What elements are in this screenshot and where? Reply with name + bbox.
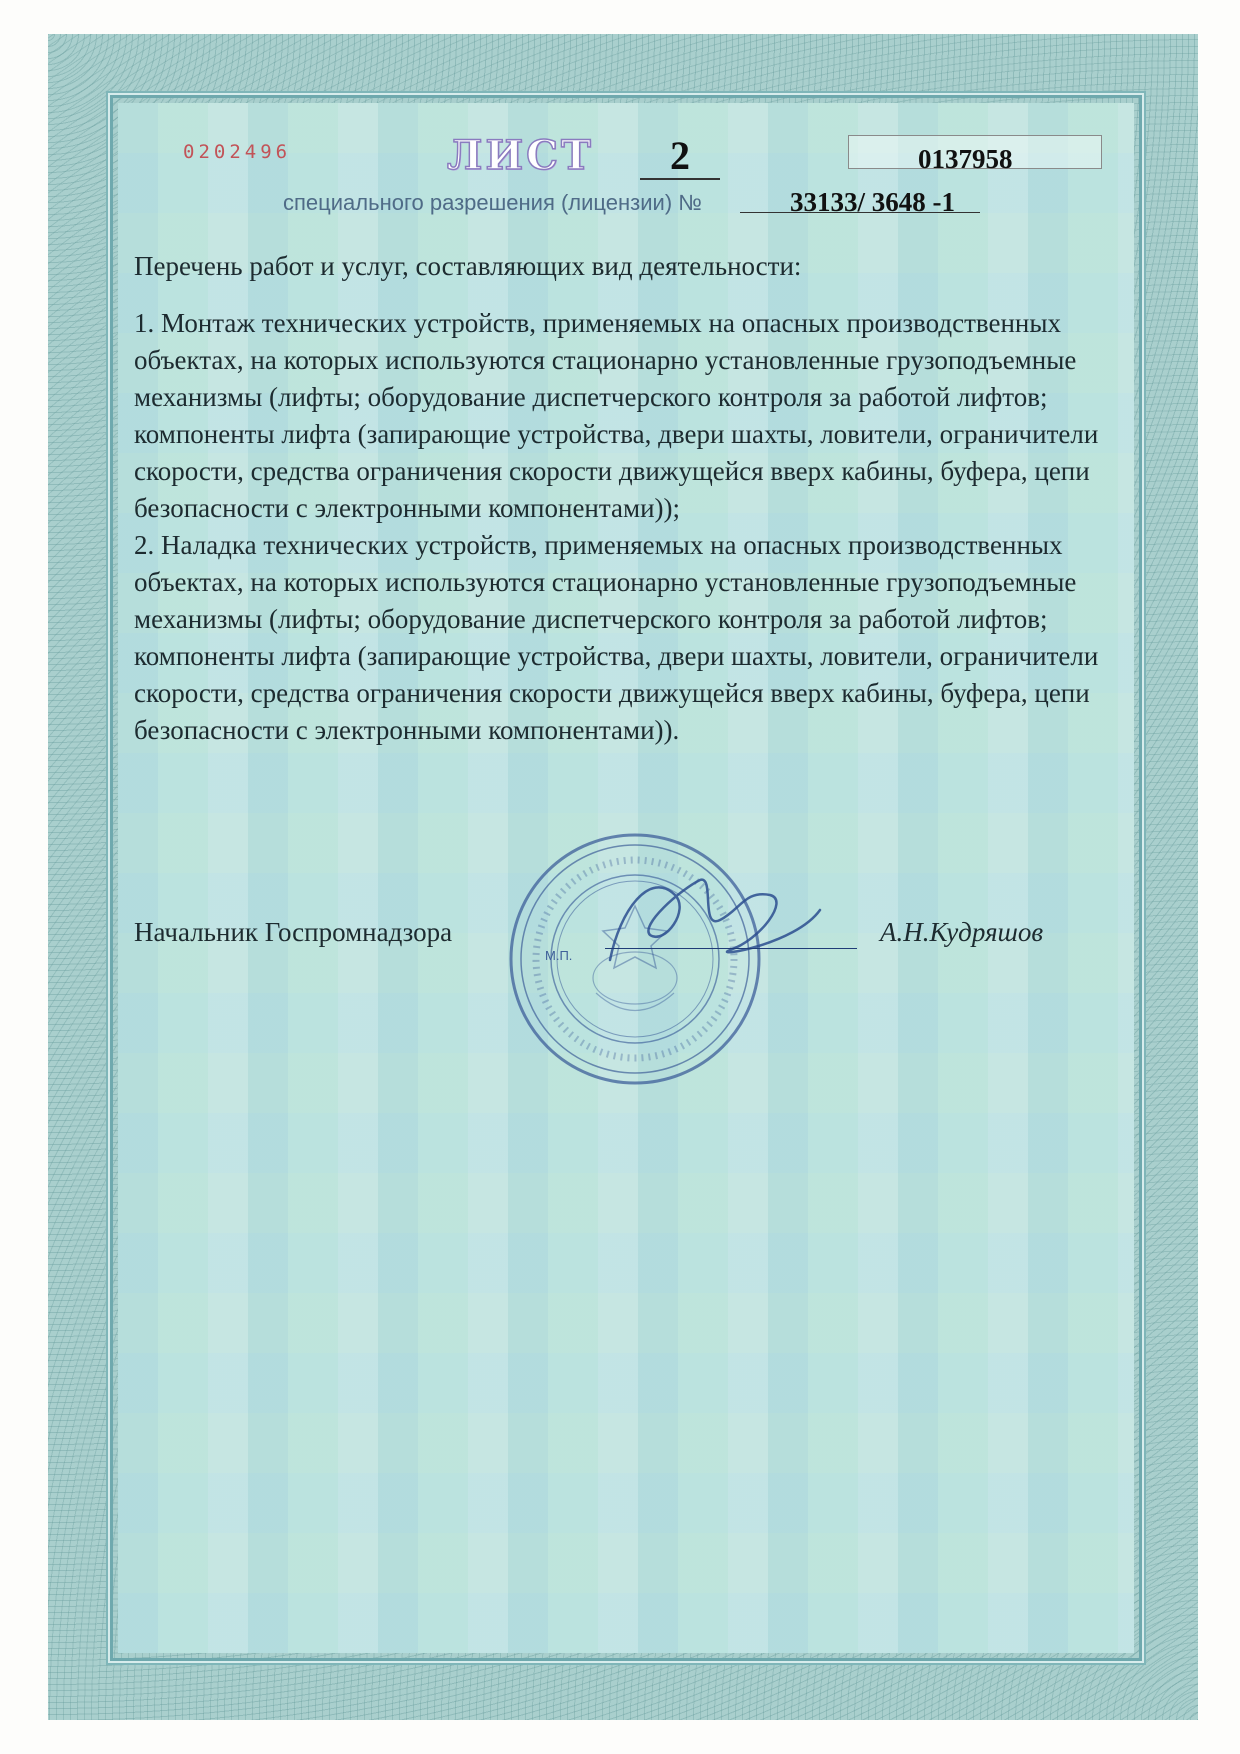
works-list-item: 2. Наладка технических устройств, применяемых на опасных производственных объектах, на которых используются стационарно установленные грузоподъемные механизмы (лифты; оборудование диспетчерского контроля за работой лифтов; компоненты лифта (запирающие устройства, двери шахты, ловители, ограничители скорости, средства ограничения скорости движущейся вверх кабины, буфера, цепи безопасности с электронными компонентами)). bbox=[134, 530, 1099, 745]
signature-line bbox=[605, 948, 857, 949]
license-number: 33133/ 3648 -1 bbox=[790, 187, 955, 217]
signer-name: А.Н.Кудряшов bbox=[880, 917, 1044, 947]
blank-number: 0137958 bbox=[918, 144, 1013, 174]
sheet-title: ЛИСТ bbox=[447, 132, 594, 179]
works-list bbox=[134, 248, 1134, 749]
signature-icon bbox=[580, 850, 840, 980]
works-list-intro: Перечень работ и услуг, составляющих вид деятельности: bbox=[134, 251, 802, 281]
license-subtitle: специального разрешения (лицензии) № bbox=[283, 190, 702, 215]
works-list-item: 1. Монтаж технических устройств, применяемых на опасных производственных объектах, на которых используются стационарно установленные грузоподъемные механизмы (лифты; оборудование диспетчерского контроля за работой лифтов; компоненты лифта (запирающие устройства, двери шахты, ловители, ограничители скорости, средства ограничения скорости движущейся вверх кабины, буфера, цепи безопасности с электронными компонентами)); bbox=[134, 308, 1099, 523]
stamp-placeholder-label: М.П. bbox=[545, 948, 573, 963]
serial-number: 0202496 bbox=[183, 141, 292, 163]
sheet-number: 2 bbox=[640, 134, 720, 180]
signer-position: Начальник Госпромнадзора bbox=[134, 917, 453, 947]
